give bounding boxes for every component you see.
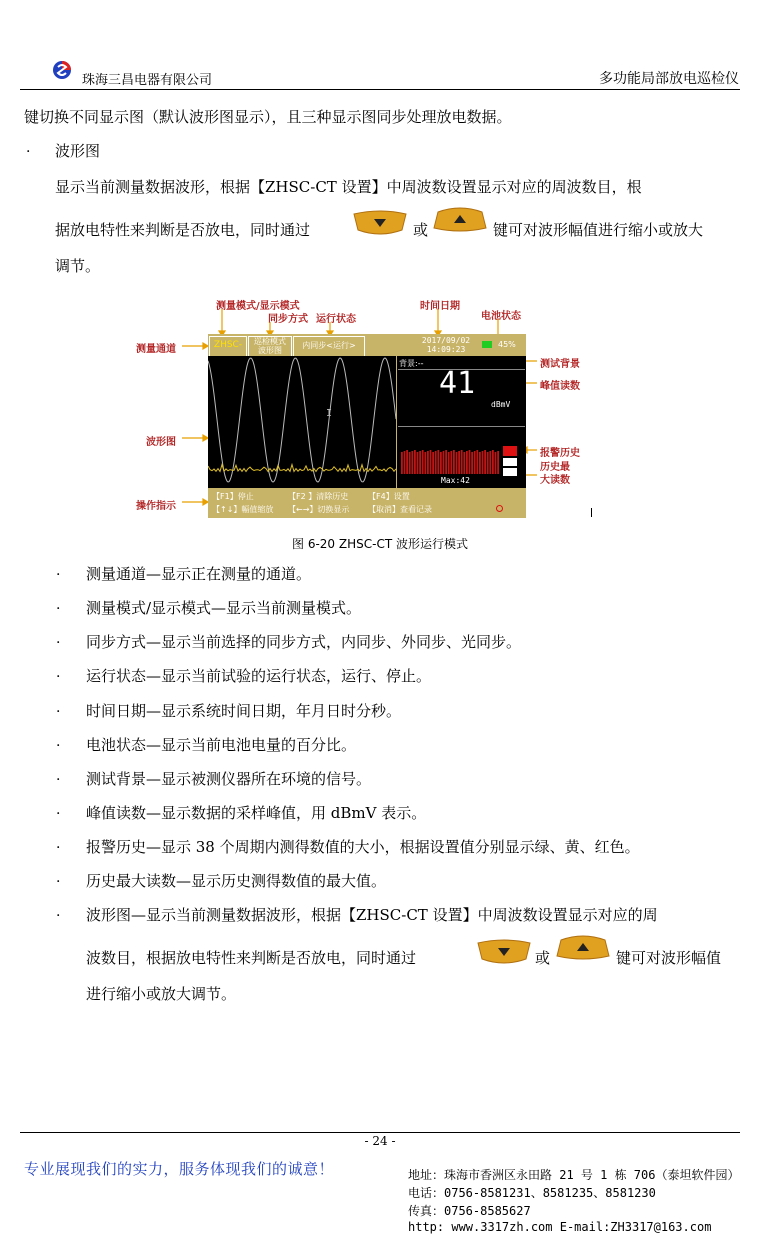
last-bullet-line2a: 波数目，根据放电特性来判断是否放电，同时通过 (86, 949, 417, 967)
alarm-bar (479, 452, 481, 474)
alarm-bar (482, 451, 484, 474)
product-name: 多功能局部放电巡检仪 (599, 71, 739, 87)
intro-line: 键切换不同显示图（默认波形图显示），且三种显示图同步处理放电数据。 (24, 108, 512, 126)
alarm-bar (443, 451, 445, 474)
annotation-datetime: 时间日期 (420, 301, 460, 312)
alarm-bar (458, 451, 460, 474)
screen-battery: 45% (498, 340, 516, 349)
screen-sync-run: 内同步<运行> (293, 336, 365, 357)
up-arrow-key-icon (555, 934, 611, 960)
annotation-ops: 操作指示 (136, 501, 176, 512)
stray-mark (591, 508, 592, 517)
last-bullet-line1: 波形图—显示当前测量数据波形，根据【ZHSC-CT 设置】中周波数设置显示对应的周 (86, 906, 658, 924)
annotation-run: 运行状态 (316, 314, 356, 325)
screen-peak-value: 41 (439, 366, 476, 401)
bullet-item: 电池状态—显示当前电池电量的百分比。 (86, 736, 357, 754)
section-paragraph-line1: 显示当前测量数据波形，根据【ZHSC-CT 设置】中周波数设置显示对应的周波数目，根 (55, 178, 642, 196)
header-rule (20, 89, 740, 90)
bullet-item: 时间日期—显示系统时间日期，年月日时分秒。 (86, 702, 402, 720)
op-f2: 【F2 】清除历史 (288, 492, 349, 501)
bullet-dot: · (56, 635, 61, 651)
section-or-text: 或 (413, 221, 429, 239)
bullet-dot: · (56, 806, 61, 822)
alarm-bar (450, 451, 452, 474)
alarm-bar (497, 451, 499, 474)
bullet-item: 运行状态—显示当前试验的运行状态，运行、停止。 (86, 667, 432, 685)
annotation-background: 测试背景 (540, 359, 580, 370)
annotation-peak: 峰值读数 (540, 381, 580, 392)
annotation-alarm: 报警历史 (540, 448, 580, 459)
alarm-bar (406, 450, 408, 474)
bullet-item: 测试背景—显示被测仪器所在环境的信号。 (86, 770, 372, 788)
alarm-bar (471, 452, 473, 474)
alarm-bar (489, 451, 491, 474)
bullet-item: 峰值读数—显示数据的采样峰值，用 dBmV 表示。 (86, 804, 427, 822)
svg-text:I: I (326, 408, 333, 419)
alarm-bar (432, 452, 434, 474)
annotation-waveform: 波形图 (146, 437, 176, 448)
alarm-bar (419, 451, 421, 474)
alarm-bar (437, 450, 439, 474)
record-indicator-icon (496, 505, 503, 512)
bullet-dot: · (56, 567, 61, 583)
op-records: 【取消】查看记录 (368, 505, 432, 514)
annotation-mode: 测量模式/显示模式 (216, 301, 300, 312)
last-bullet-line2c: 键可对波形幅值 (616, 949, 722, 967)
down-arrow-key-icon (476, 939, 532, 965)
up-arrow-key-icon (432, 206, 488, 232)
screen-operation-bar (208, 488, 526, 518)
bullet-item: 测量模式/显示模式—显示当前测量模式。 (86, 599, 362, 617)
page-number: - 24 - (364, 1134, 396, 1148)
screen-time: 14:09:23 (426, 345, 466, 354)
annotation-histmax: 历史最大读数 (540, 462, 570, 486)
alarm-bar (445, 450, 447, 474)
section-paragraph-line2a: 据放电特性来判断是否放电，同时通过 (55, 221, 311, 239)
instrument-screen (208, 334, 526, 518)
battery-icon (482, 341, 492, 348)
waveform-plot (208, 356, 396, 488)
footer-phone: 电话：0756-8581231、8581235、8581230 (408, 1186, 656, 1200)
figure-caption: 图 6-20 ZHSC-CT 波形运行模式 (292, 537, 468, 551)
down-arrow-key-icon (352, 210, 408, 236)
company-name: 珠海三昌电器有限公司 (82, 73, 213, 88)
alarm-bar (422, 450, 424, 474)
alarm-bar (404, 451, 406, 474)
alarm-bar (484, 450, 486, 474)
last-bullet-dot: · (56, 908, 61, 924)
bullet-item: 同步方式—显示当前选择的同步方式，内同步、外同步、光同步。 (86, 633, 522, 651)
alarm-bar (466, 451, 468, 474)
bullet-dot: · (56, 738, 61, 754)
alarm-bar (427, 451, 429, 474)
panel-divider-2 (398, 426, 525, 427)
op-switch: 【←→】切换显示 (288, 505, 350, 514)
alarm-bar (435, 451, 437, 474)
screen-channel: ZHSC-CT (209, 336, 247, 357)
alarm-bar (430, 450, 432, 474)
bullet-item: 历史最大读数—显示历史测得数值的最大值。 (86, 872, 387, 890)
alarm-bar (448, 452, 450, 474)
footer-rule (20, 1132, 740, 1133)
op-f4: 【F4】设置 (368, 492, 410, 501)
footer-fax: 传真：0756-8585627 (408, 1204, 531, 1218)
alarm-bar (401, 452, 403, 474)
last-bullet-line3: 进行缩小或放大调节。 (86, 985, 237, 1003)
screen-background: 背景:-- (399, 359, 424, 368)
alarm-bar (417, 452, 419, 474)
bullet-dot: · (56, 840, 61, 856)
alarm-history-bars (399, 440, 526, 476)
bullet-dot: · (56, 601, 61, 617)
section-title: 波形图 (55, 142, 101, 160)
alarm-bar (487, 452, 489, 474)
screen-mode-line2: 波形图 (258, 346, 282, 355)
bullet-dot: · (56, 669, 61, 685)
op-f1: 【F1】停止 (212, 492, 254, 501)
footer-address: 地址：珠海市香洲区永田路 21 号 1 栋 706（泰坦软件园） (408, 1168, 740, 1182)
annotation-battery: 电池状态 (481, 311, 521, 322)
alarm-bar (453, 450, 455, 474)
readout-panel (397, 356, 526, 488)
bullet-dot: · (56, 704, 61, 720)
op-zoom: 【↑↓】幅值缩放 (212, 505, 274, 514)
screen-mode (248, 336, 292, 357)
alarm-bar (440, 452, 442, 474)
company-logo-icon (52, 60, 72, 80)
footer-web: http: www.3317zh.com E-mail:ZH3317@163.com (408, 1220, 712, 1234)
alarm-bar (469, 450, 471, 474)
annotation-sync: 同步方式 (268, 314, 308, 325)
screen-date: 2017/09/02 (421, 336, 471, 345)
section-paragraph-line3: 调节。 (55, 257, 101, 275)
bullet-dot: · (56, 874, 61, 890)
screen-max: Max:42 (441, 476, 470, 485)
screen-unit: dBmV (491, 400, 511, 409)
alarm-bar (461, 450, 463, 474)
bullet-dot: · (56, 772, 61, 788)
footer-slogan: 专业展现我们的实力，服务体现我们的诚意！ (24, 1160, 335, 1178)
section-bullet: · (26, 144, 31, 160)
alarm-bar (456, 452, 458, 474)
alarm-bar (414, 450, 416, 474)
alarm-bar (409, 452, 411, 474)
alarm-bar (463, 452, 465, 474)
bullet-item: 测量通道—显示正在测量的通道。 (86, 565, 312, 583)
last-bullet-or: 或 (535, 949, 551, 967)
alarm-bar (411, 451, 413, 474)
alarm-bar (492, 450, 494, 474)
screen-mode-line1: 巡检模式 (254, 337, 286, 346)
bullet-item: 报警历史—显示 38 个周期内测得数值的大小，根据设置值分别显示绿、黄、红色。 (86, 838, 640, 856)
alarm-bar (474, 451, 476, 474)
alarm-bar (424, 452, 426, 474)
alarm-bar (476, 450, 478, 474)
screen-datetime (416, 336, 476, 354)
alarm-bar (495, 452, 497, 474)
annotation-channel: 测量通道 (136, 344, 176, 355)
section-paragraph-line2c: 键可对波形幅值进行缩小或放大 (493, 221, 704, 239)
